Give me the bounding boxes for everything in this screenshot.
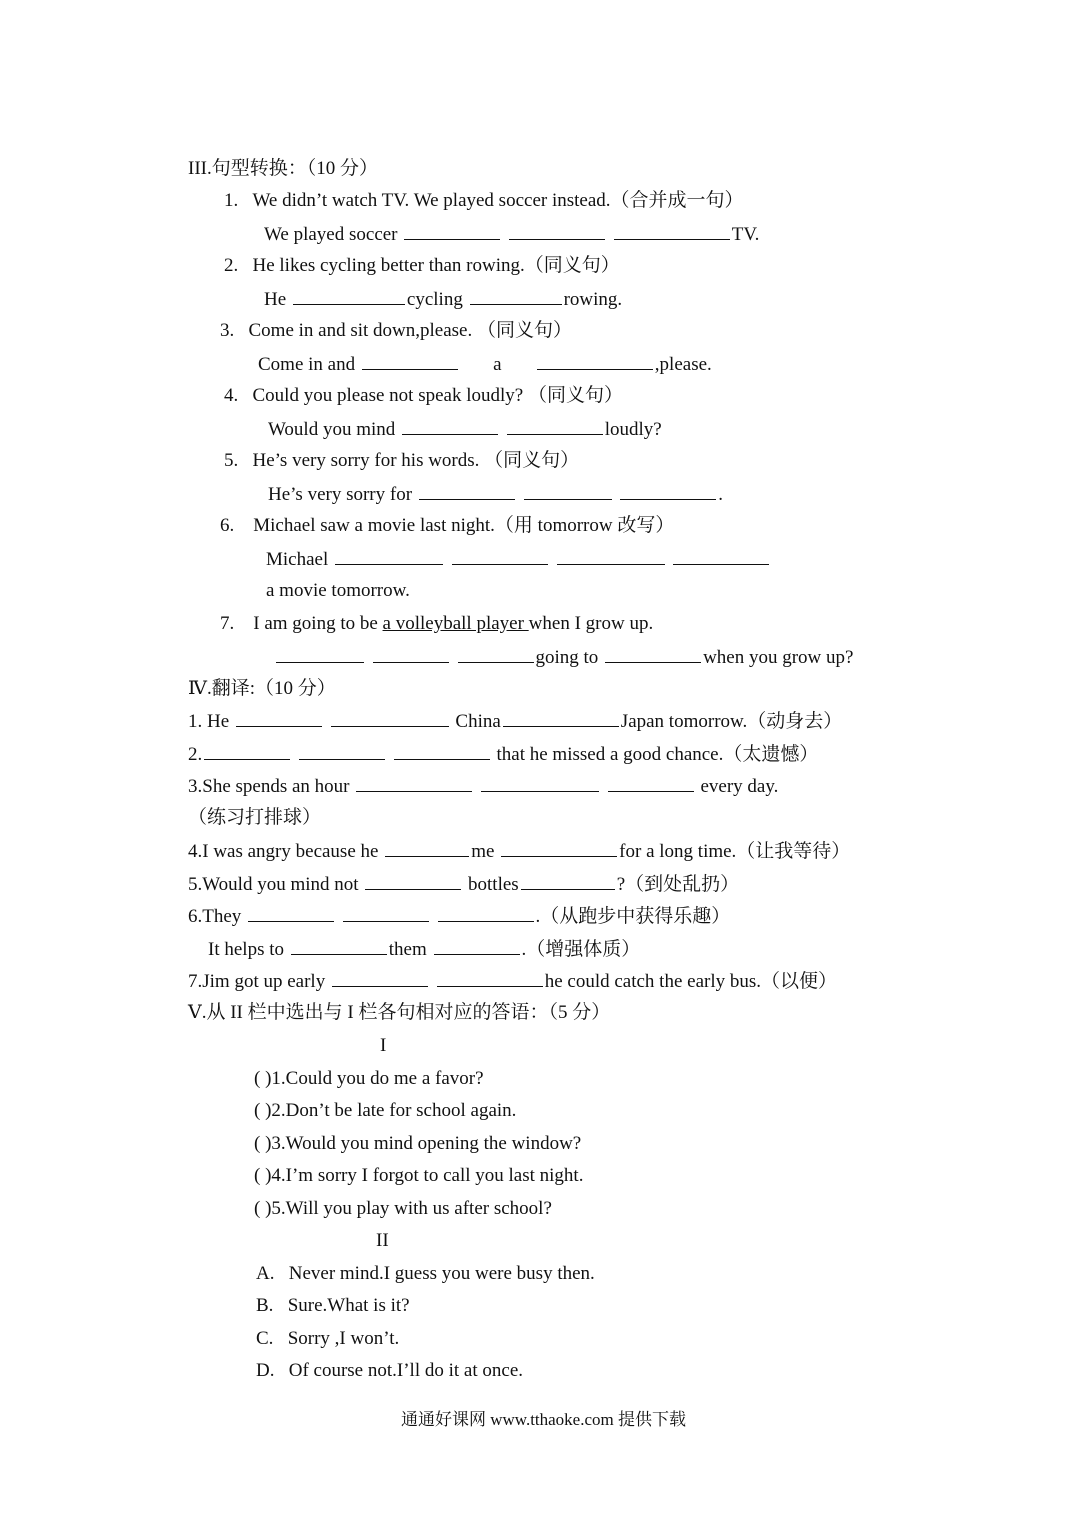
blank[interactable] — [437, 968, 543, 987]
blank[interactable] — [452, 546, 548, 565]
blank[interactable] — [507, 416, 603, 435]
answer-option: D. Of course not.I’ll do it at once. — [256, 1360, 523, 1381]
q2-prompt: 2. He likes cycling better than rowing.（同义句） — [224, 255, 620, 276]
blank[interactable] — [335, 546, 443, 565]
blank[interactable] — [204, 741, 290, 760]
q1-text: We didn’t watch TV. We played soccer instead.（合并成一句） — [252, 190, 744, 211]
answer-option: B. Sure.What is it? — [256, 1295, 410, 1316]
t1-line: 1. He China Japan tomorrow.（动身去） — [188, 708, 842, 735]
q6-answer-line: Michael — [266, 546, 771, 573]
q7-answer-line: going to when you grow up? — [274, 644, 853, 671]
q1-answer-line: We played soccer TV. — [264, 221, 759, 248]
match-item: ( )4.I’m sorry I forgot to call you last night. — [254, 1165, 584, 1186]
match-item: ( )3.Would you mind opening the window? — [254, 1133, 582, 1154]
t4-line: 4.I was angry because he me for a long time.（让我等待） — [188, 838, 850, 865]
q2-answer-line: He cycling rowing. — [264, 286, 622, 313]
blank[interactable] — [503, 708, 619, 727]
blank[interactable] — [404, 221, 500, 240]
q3-prompt: 3. Come in and sit down,please. （同义句） — [220, 320, 572, 341]
t3-note: （练习打排球） — [188, 807, 322, 828]
blank[interactable] — [605, 644, 701, 663]
q5-prompt: 5. He’s very sorry for his words. （同义句） — [224, 450, 580, 471]
q6-answer-continuation: a movie tomorrow. — [266, 580, 410, 601]
blank[interactable] — [332, 968, 428, 987]
blank[interactable] — [362, 351, 458, 370]
blank[interactable] — [343, 903, 429, 922]
q4-answer-line: Would you mind loudly? — [268, 416, 662, 443]
match-item: ( )1.Could you do me a favor? — [254, 1068, 484, 1089]
q5-answer-line: He’s very sorry for . — [268, 481, 723, 508]
blank[interactable] — [501, 838, 617, 857]
page-footer: 通通好课网 www.tthaoke.com 提供下载 — [400, 1410, 687, 1429]
match-item: ( )5.Will you play with us after school? — [254, 1198, 552, 1219]
blank[interactable] — [373, 644, 449, 663]
q3-answer-line: Come in and a ,please. — [258, 351, 712, 378]
q7-prompt: 7. I am going to be a volleyball player when I grow up. — [220, 613, 654, 634]
blank[interactable] — [276, 644, 364, 663]
blank[interactable] — [299, 741, 385, 760]
match-item: ( )2.Don’t be late for school again. — [254, 1100, 517, 1121]
q1-number: 1. — [224, 190, 239, 211]
section-5-title: Ⅴ.从 II 栏中选出与 I 栏各句相对应的答语：（5 分） — [188, 1002, 611, 1023]
blank[interactable] — [458, 644, 534, 663]
blank[interactable] — [331, 708, 449, 727]
blank[interactable] — [293, 286, 405, 305]
blank[interactable] — [438, 903, 534, 922]
underlined-phrase: a volleyball player — [382, 613, 529, 634]
q1-prompt — [224, 188, 744, 214]
blank[interactable] — [394, 741, 490, 760]
t2-line: 2. that he missed a good chance.（太遗憾） — [188, 741, 818, 768]
t5-line: 5.Would you mind not bottles ?（到处乱扔） — [188, 871, 739, 898]
section-4-title: Ⅳ.翻译:（10 分） — [188, 678, 336, 699]
t7-line: 7.Jim got up early he could catch the early bus.（以便） — [188, 968, 837, 995]
section-3-title: III.句型转换：（10 分） — [188, 158, 378, 179]
blank[interactable] — [481, 773, 599, 792]
blank[interactable] — [537, 351, 653, 370]
blank[interactable] — [385, 838, 469, 857]
answer-option: A. Never mind.I guess you were busy then. — [256, 1263, 595, 1284]
blank[interactable] — [608, 773, 694, 792]
blank[interactable] — [248, 903, 334, 922]
blank[interactable] — [419, 481, 515, 500]
blank[interactable] — [521, 871, 615, 890]
t6b-line: It helps to them .（增强体质） — [208, 936, 640, 963]
blank[interactable] — [524, 481, 612, 500]
blank[interactable] — [356, 773, 472, 792]
q6-prompt: 6. Michael saw a movie last night.（用 tomorrow 改写） — [220, 515, 675, 536]
blank[interactable] — [614, 221, 730, 240]
blank[interactable] — [557, 546, 665, 565]
blank[interactable] — [620, 481, 716, 500]
blank[interactable] — [509, 221, 605, 240]
blank[interactable] — [673, 546, 769, 565]
column-1-label: I — [380, 1035, 387, 1056]
blank[interactable] — [470, 286, 562, 305]
column-2-label: II — [376, 1230, 389, 1251]
q4-prompt: 4. Could you please not speak loudly? （同义句） — [224, 385, 623, 406]
blank[interactable] — [402, 416, 498, 435]
blank[interactable] — [291, 936, 387, 955]
blank[interactable] — [236, 708, 322, 727]
t6-line: 6.They .（从跑步中获得乐趣） — [188, 903, 730, 930]
answer-option: C. Sorry ,I won’t. — [256, 1328, 400, 1349]
blank[interactable] — [365, 871, 461, 890]
blank[interactable] — [434, 936, 520, 955]
t3-line: 3.She spends an hour every day. — [188, 773, 778, 800]
